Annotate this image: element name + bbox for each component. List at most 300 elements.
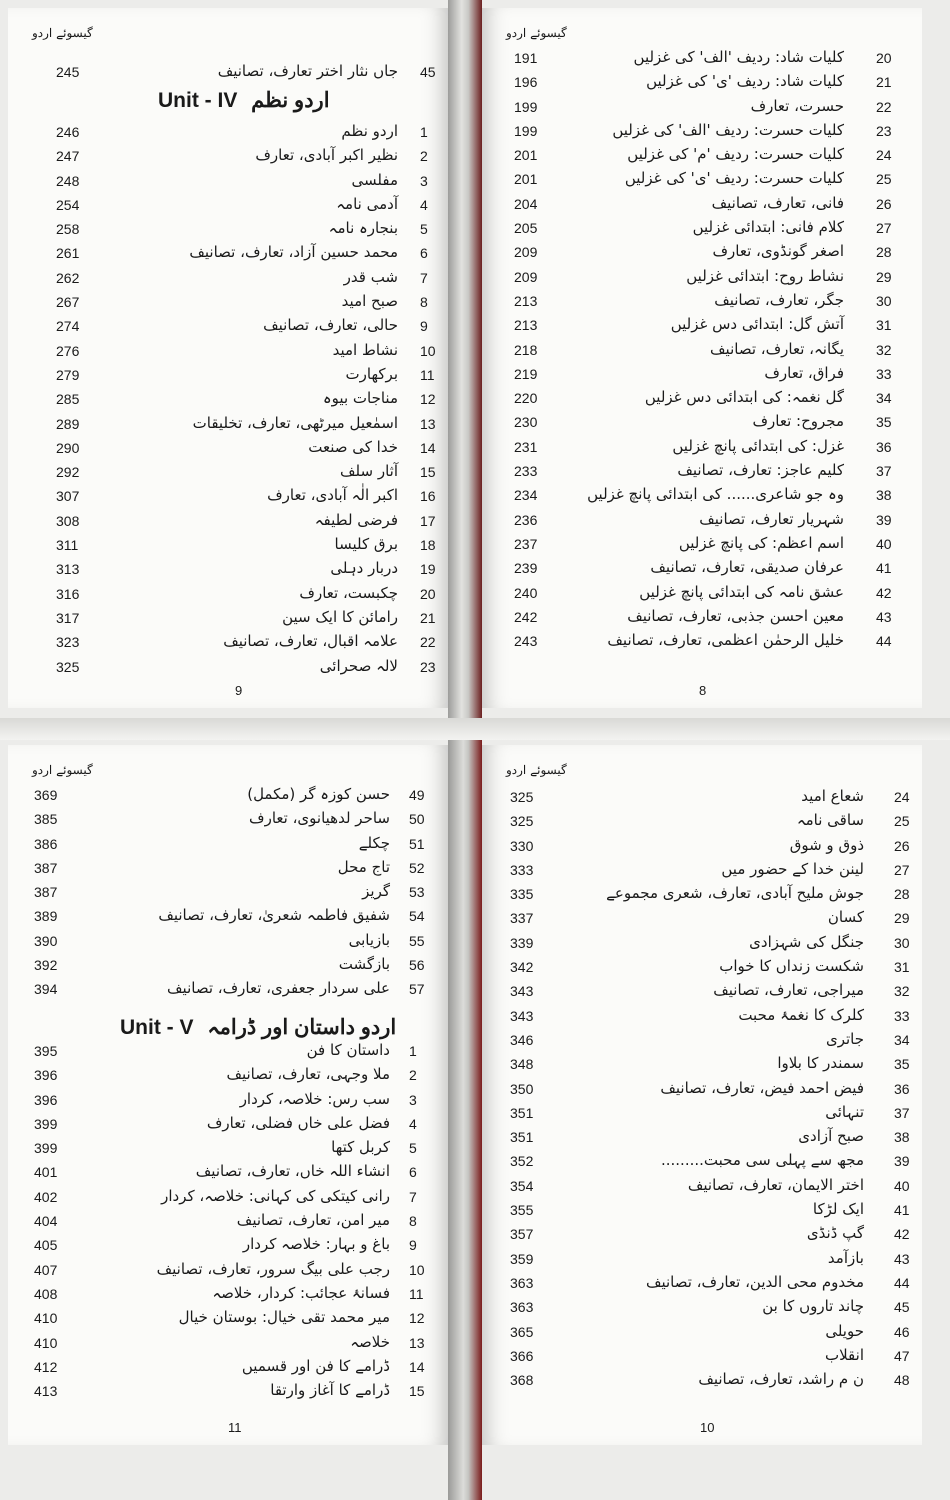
toc-page-number: 311 [56,537,79,554]
toc-page-number: 317 [56,609,80,626]
toc-entry [8,1235,448,1259]
toc-entry [8,389,448,413]
toc-serial-number: 15 [420,464,436,481]
toc-serial-number: 32 [876,341,892,358]
toc-entry [8,906,448,930]
toc-title: آتش گل: ابتدائی دس غزلیں [670,315,844,334]
toc-title: کربل کتھا [331,1138,390,1157]
toc-title: گپ ڈنڈی [806,1224,864,1243]
toc-title: میر امن، تعارف، تصانیف [236,1211,390,1230]
toc-page-number: 196 [514,74,538,91]
toc-page-number: 396 [34,1091,58,1108]
toc-serial-number: 10 [420,342,436,359]
toc-serial-number: 51 [409,835,425,852]
toc-serial-number: 14 [409,1358,425,1375]
toc-serial-number: 42 [894,1226,910,1243]
toc-entry [8,62,448,86]
toc-entry [8,1090,448,1114]
toc-title: یگانہ، تعارف، تصانیف [710,339,844,358]
toc-page-number: 247 [56,148,80,165]
toc-page-number: 369 [34,787,58,803]
toc-title: نشاط روح: ابتدائی غزلیں [686,266,844,285]
toc-title: چاند تاروں کا بن [762,1297,864,1316]
toc-serial-number: 21 [876,74,892,91]
toc-entry [482,1370,922,1394]
toc-title: میر محمد تقی خیال: بوستان خیال [178,1308,390,1327]
toc-page-number: 350 [510,1080,534,1097]
toc-page-number: 386 [34,835,58,852]
toc-page-number: 335 [510,886,534,903]
toc-page-number: 313 [56,561,80,578]
toc-entry [8,316,448,340]
toc-entry [482,1127,922,1151]
running-header: گیسوئے اردو [32,26,93,40]
toc-title: لینن خدا کے حضور میں [721,859,864,878]
toc-page-number: 410 [34,1334,58,1351]
toc-page-number: 290 [56,439,80,456]
toc-page-number: 201 [514,171,538,188]
toc-page-number: 399 [34,1140,58,1157]
toc-title: خدا کی صنعت [308,437,398,456]
toc-entry [482,485,922,509]
toc-entry [482,1176,922,1200]
toc-serial-number: 4 [420,196,428,213]
toc-serial-number: 28 [876,244,892,261]
toc-entry [8,657,448,681]
toc-title: تنہائی [825,1102,864,1121]
toc-entry [482,1346,922,1370]
toc-page-number: 366 [510,1347,534,1364]
toc-serial-number: 38 [876,487,892,504]
toc-page-number: 205 [514,220,538,237]
toc-title: ڈرامے کا آغاز وارتقا [270,1381,390,1400]
toc-page-number: 395 [34,1043,58,1059]
toc-entry [482,437,922,461]
toc-entry [482,836,922,860]
toc-page-number: 343 [510,983,534,1000]
unit-label: Unit - V [120,1016,194,1039]
toc-serial-number: 3 [420,172,428,189]
toc-title: سمندر کا بلاوا [777,1054,864,1073]
toc-serial-number: 16 [420,488,436,505]
toc-serial-number: 34 [876,390,892,407]
toc-serial-number: 35 [876,414,892,431]
toc-serial-number: 22 [876,98,892,115]
toc-serial-number: 23 [876,122,892,139]
toc-page-number: 405 [34,1237,58,1254]
unit-title: اردو داستان اور ڈرامہ [207,1016,397,1039]
toc-title: ساحر لدھیانوی، تعارف [249,809,390,828]
toc-serial-number: 13 [409,1334,425,1351]
toc-page-number: 352 [510,1153,534,1170]
toc-serial-number: 22 [420,634,436,651]
toc-page-number: 237 [514,535,538,552]
toc-page-number: 243 [514,633,538,650]
toc-page-number: 279 [56,366,80,383]
toc-page-number: 220 [514,390,538,407]
toc-entry [8,1065,448,1089]
toc-entry [482,957,922,981]
toc-entry [8,171,448,195]
toc-entry [482,72,922,96]
toc-title: فرضی لطیفہ [314,510,398,529]
page-number: 9 [235,683,243,698]
toc-title: نشاط امید [332,340,398,359]
toc-entry [8,931,448,955]
toc-entry [482,1249,922,1273]
toc-entry [8,438,448,462]
toc-page-number: 402 [34,1188,58,1205]
toc-serial-number: 26 [894,837,910,854]
toc-serial-number: 38 [894,1129,910,1146]
toc-title: آثار سلف [340,462,398,481]
toc-page-number: 346 [510,1031,534,1048]
toc-title: تاج محل [337,857,390,876]
toc-title: شہریار تعارف، تصانیف [699,509,844,528]
toc-entry [8,219,448,243]
toc-page-number: 354 [510,1177,534,1194]
toc-title: محمد حسین آزاد، تعارف، تصانیف [189,243,398,262]
toc-page-number: 254 [56,196,80,213]
toc-entry [482,884,922,908]
toc-serial-number: 25 [876,171,892,188]
toc-page-number: 285 [56,391,80,408]
toc-title: اصغر گونڈوی، تعارف [712,242,844,261]
toc-entry [8,268,448,292]
toc-serial-number: 36 [876,438,892,455]
toc-title: رامائن کا ایک سین [282,607,398,626]
toc-entry [8,1260,448,1284]
toc-serial-number: 41 [876,560,892,577]
toc-page-number: 404 [34,1213,58,1230]
toc-entry [482,1322,922,1346]
toc-page-number: 330 [510,837,534,854]
toc-title: مجروح: تعارف [752,412,844,431]
toc-title: حسن کوزہ گر (مکمل) [247,785,390,803]
toc-serial-number: 43 [894,1250,910,1267]
toc-serial-number: 40 [894,1177,910,1194]
toc-page-number: 276 [56,342,80,359]
toc-title: کلیات شاد: ردیف 'الف' کی غزلیں [633,48,844,66]
toc-serial-number: 7 [420,269,428,286]
toc-page-number: 390 [34,932,58,949]
toc-page-number: 307 [56,488,80,505]
toc-serial-number: 9 [409,1237,417,1254]
toc-title: فسانۂ عجائب: کردار، خلاصہ [212,1283,390,1302]
toc-serial-number: 50 [409,811,425,828]
running-header: گیسوئے اردو [32,763,93,777]
toc-title: میراجی، تعارف، تصانیف [713,981,864,1000]
toc-title: صبح امید [341,292,398,311]
toc-title: حسرت، تعارف [750,96,844,115]
toc-title: کلیات حسرت: ردیف 'م' کی غزلیں [627,145,844,164]
toc-entry [482,145,922,169]
toc-serial-number: 1 [420,124,428,140]
toc-title: ن م راشد، تعارف، تصانیف [698,1370,864,1389]
toc-serial-number: 19 [420,561,436,578]
toc-page-number: 363 [510,1274,534,1291]
toc-page-number: 357 [510,1226,534,1243]
toc-title: خلاصہ [350,1332,390,1351]
running-header: گیسوئے اردو [506,26,567,40]
toc-list [482,787,922,1394]
toc-page-number: 323 [56,634,80,651]
toc-page-number: 343 [510,1007,534,1024]
toc-entry [8,511,448,535]
toc-title: معین احسن جذبی، تعارف، تصانیف [627,606,844,625]
toc-title: ملا وجہی، تعارف، تصانیف [226,1065,390,1084]
toc-serial-number: 55 [409,932,425,949]
toc-serial-number: 43 [876,608,892,625]
toc-entry [8,584,448,608]
toc-list [8,1041,448,1405]
toc-page-number: 242 [514,608,538,625]
toc-title: ڈرامے کا فن اور قسمیں [241,1356,390,1375]
toc-serial-number: 12 [420,391,436,408]
toc-serial-number: 2 [420,148,428,165]
page-11 [8,745,448,1445]
toc-page-number: 407 [34,1261,58,1278]
toc-page-number: 359 [510,1250,534,1267]
toc-entry [482,169,922,193]
toc-title: جوش ملیح آبادی، تعارف، شعری مجموعے [606,884,864,903]
toc-page-number: 201 [514,147,538,164]
toc-entry [482,388,922,412]
toc-entry [8,292,448,316]
toc-serial-number: 54 [409,908,425,925]
toc-title: مجھ سے پہلی سی محبت......... [660,1151,864,1170]
toc-page-number: 267 [56,294,80,311]
toc-entry [482,364,922,388]
toc-serial-number: 41 [894,1202,910,1219]
toc-title: کسان [827,908,864,927]
toc-entry [482,340,922,364]
toc-page-number: 333 [510,861,534,878]
toc-serial-number: 20 [420,585,436,602]
toc-page-number: 325 [56,658,80,675]
toc-title: سب رس: خلاصہ، کردار [239,1089,390,1108]
toc-title: کلیات شاد: ردیف 'ی' کی غزلیں [646,72,844,91]
toc-entry [8,834,448,858]
toc-serial-number: 17 [420,512,436,529]
toc-title: جگر، تعارف، تصانیف [714,290,844,309]
toc-serial-number: 24 [876,147,892,164]
toc-serial-number: 45 [420,64,436,80]
page-10 [482,745,922,1445]
toc-entry [8,1211,448,1235]
toc-serial-number: 2 [409,1067,417,1084]
toc-title: علی سردار جعفری، تعارف، تصانیف [167,979,390,998]
toc-title: علامہ اقبال، تعارف، تصانیف [223,632,398,651]
toc-serial-number: 35 [894,1056,910,1073]
toc-title: اختر الایمان، تعارف، تصانیف [687,1175,864,1194]
toc-serial-number: 11 [409,1285,424,1302]
toc-page-number: 399 [34,1115,58,1132]
toc-page-number: 413 [34,1383,58,1400]
toc-title: اردو نظم [341,122,398,140]
toc-entry [482,860,922,884]
toc-title: اسمٰعیل میرٹھی، تعارف، تخلیقات [192,413,398,432]
book-spine-bottom [448,735,482,1500]
toc-title: شفیق فاطمہ شعریٰ، تعارف، تصانیف [158,906,390,925]
toc-serial-number: 24 [894,789,910,805]
toc-serial-number: 4 [409,1115,417,1132]
toc-entry [8,955,448,979]
unit-label: Unit - IV [158,89,238,112]
toc-serial-number: 21 [420,609,436,626]
toc-title: اسم اعظم: کی پانچ غزلیں [678,533,844,552]
toc-entry [8,535,448,559]
toc-title: ساقی نامہ [796,811,864,830]
toc-entry [482,933,922,957]
toc-page-number: 337 [510,910,534,927]
toc-entry [8,195,448,219]
toc-page-number: 236 [514,511,538,528]
toc-page-number: 245 [56,64,80,80]
toc-title: لالہ صحرائی [319,656,398,675]
toc-title: گل نغمہ: کی ابتدائی دس غزلیں [644,388,844,407]
toc-entry [8,1187,448,1211]
toc-title: فیض احمد فیض، تعارف، تصانیف [660,1078,864,1097]
toc-entry [482,1200,922,1224]
toc-entry [482,315,922,339]
toc-entry [8,414,448,438]
toc-entry [8,1162,448,1186]
toc-entry [8,858,448,882]
toc-title: بنجارہ نامہ [328,219,398,238]
toc-entry [8,1381,448,1405]
toc-title: عرفان صدیقی، تعارف، تصانیف [650,558,844,577]
toc-title: چکلے [358,833,390,852]
toc-page-number: 289 [56,415,80,432]
toc-entry [482,607,922,631]
toc-page-number: 209 [514,268,538,285]
toc-title: انقلاب [824,1345,864,1364]
toc-serial-number: 29 [876,268,892,285]
toc-entry [482,291,922,315]
toc-title: برق کلیسا [334,535,398,554]
toc-title: برکھارت [345,364,398,383]
toc-title: جاں نثار اختر تعارف، تصانیف [217,62,398,80]
toc-page-number: 342 [510,959,534,976]
toc-serial-number: 26 [876,195,892,212]
toc-serial-number: 56 [409,957,425,974]
toc-title: رانی کیتکی کی کہانی: خلاصہ، کردار [161,1186,390,1205]
photo-gap [0,718,950,740]
toc-entry [8,243,448,267]
toc-title: حویلی [825,1321,864,1340]
toc-title: دربار دہلی [330,559,398,578]
toc-page-number: 218 [514,341,538,358]
toc-entry [482,412,922,436]
toc-title: حالی، تعارف، تصانیف [263,316,398,335]
toc-title: انشاء اللہ خاں، تعارف، تصانیف [195,1162,390,1181]
toc-entry [482,811,922,835]
toc-entry [482,1030,922,1054]
toc-serial-number: 6 [409,1164,417,1181]
toc-serial-number: 8 [420,294,428,311]
toc-entry [482,981,922,1005]
toc-entry [482,510,922,534]
toc-page-number: 233 [514,463,538,480]
toc-serial-number: 31 [876,317,892,334]
toc-serial-number: 27 [894,861,910,878]
toc-serial-number: 5 [420,221,428,238]
toc-list-top [8,785,448,1004]
toc-page-number: 365 [510,1323,534,1340]
toc-page-number: 234 [514,487,538,504]
toc-serial-number: 1 [409,1043,417,1059]
toc-serial-number: 37 [876,463,892,480]
toc-title: کلیات حسرت: ردیف 'ی' کی غزلیں [624,169,844,188]
toc-title: مناجات بیوہ [322,389,398,408]
toc-title: خلیل الرحمٰن اعظمی، تعارف، تصانیف [607,631,844,650]
toc-serial-number: 30 [894,934,910,951]
toc-page-number: 258 [56,221,80,238]
toc-serial-number: 33 [894,1007,910,1024]
toc-serial-number: 45 [894,1299,910,1316]
toc-page-number: 410 [34,1310,58,1327]
toc-title: شب قدر [343,267,398,286]
toc-page-number: 387 [34,884,58,901]
toc-entry [482,631,922,655]
toc-entry [8,1357,448,1381]
toc-entry [482,534,922,558]
toc-title: بازیابی [348,930,390,949]
toc-serial-number: 13 [420,415,436,432]
toc-title: آدمی نامہ [336,194,398,213]
toc-page-number: 316 [56,585,80,602]
toc-entry [482,461,922,485]
toc-entry [482,908,922,932]
toc-entry [482,1297,922,1321]
toc-entry [8,365,448,389]
toc-entry [8,1308,448,1332]
toc-entry [8,1138,448,1162]
toc-serial-number: 49 [409,787,425,803]
toc-page-number: 351 [510,1129,534,1146]
toc-page-number: 231 [514,438,538,455]
toc-title: جاتری [825,1029,864,1048]
toc-list-top [8,62,448,86]
toc-serial-number: 29 [894,910,910,927]
toc-entry [482,1224,922,1248]
toc-page-number: 355 [510,1202,534,1219]
toc-title: کلرک کا نغمۂ محبت [738,1005,864,1024]
toc-entry [8,486,448,510]
toc-page-number: 191 [514,50,538,66]
toc-serial-number: 47 [894,1347,910,1364]
toc-entry [482,267,922,291]
toc-page-number: 325 [510,789,534,805]
toc-title: گریز [362,882,390,901]
toc-serial-number: 23 [420,658,436,675]
toc-entry [8,462,448,486]
toc-serial-number: 15 [409,1383,425,1400]
toc-title: صبح آزادی [798,1127,864,1146]
toc-serial-number: 14 [420,439,436,456]
toc-entry [482,97,922,121]
toc-page-number: 394 [34,981,58,998]
toc-page-number: 339 [510,934,534,951]
toc-page-number: 213 [514,292,538,309]
toc-title: شعاع امید [801,787,864,805]
toc-serial-number: 53 [409,884,425,901]
toc-page-number: 325 [510,813,534,830]
toc-title: فانی، تعارف، تصانیف [711,193,844,212]
toc-serial-number: 7 [409,1188,417,1205]
toc-serial-number: 52 [409,859,425,876]
